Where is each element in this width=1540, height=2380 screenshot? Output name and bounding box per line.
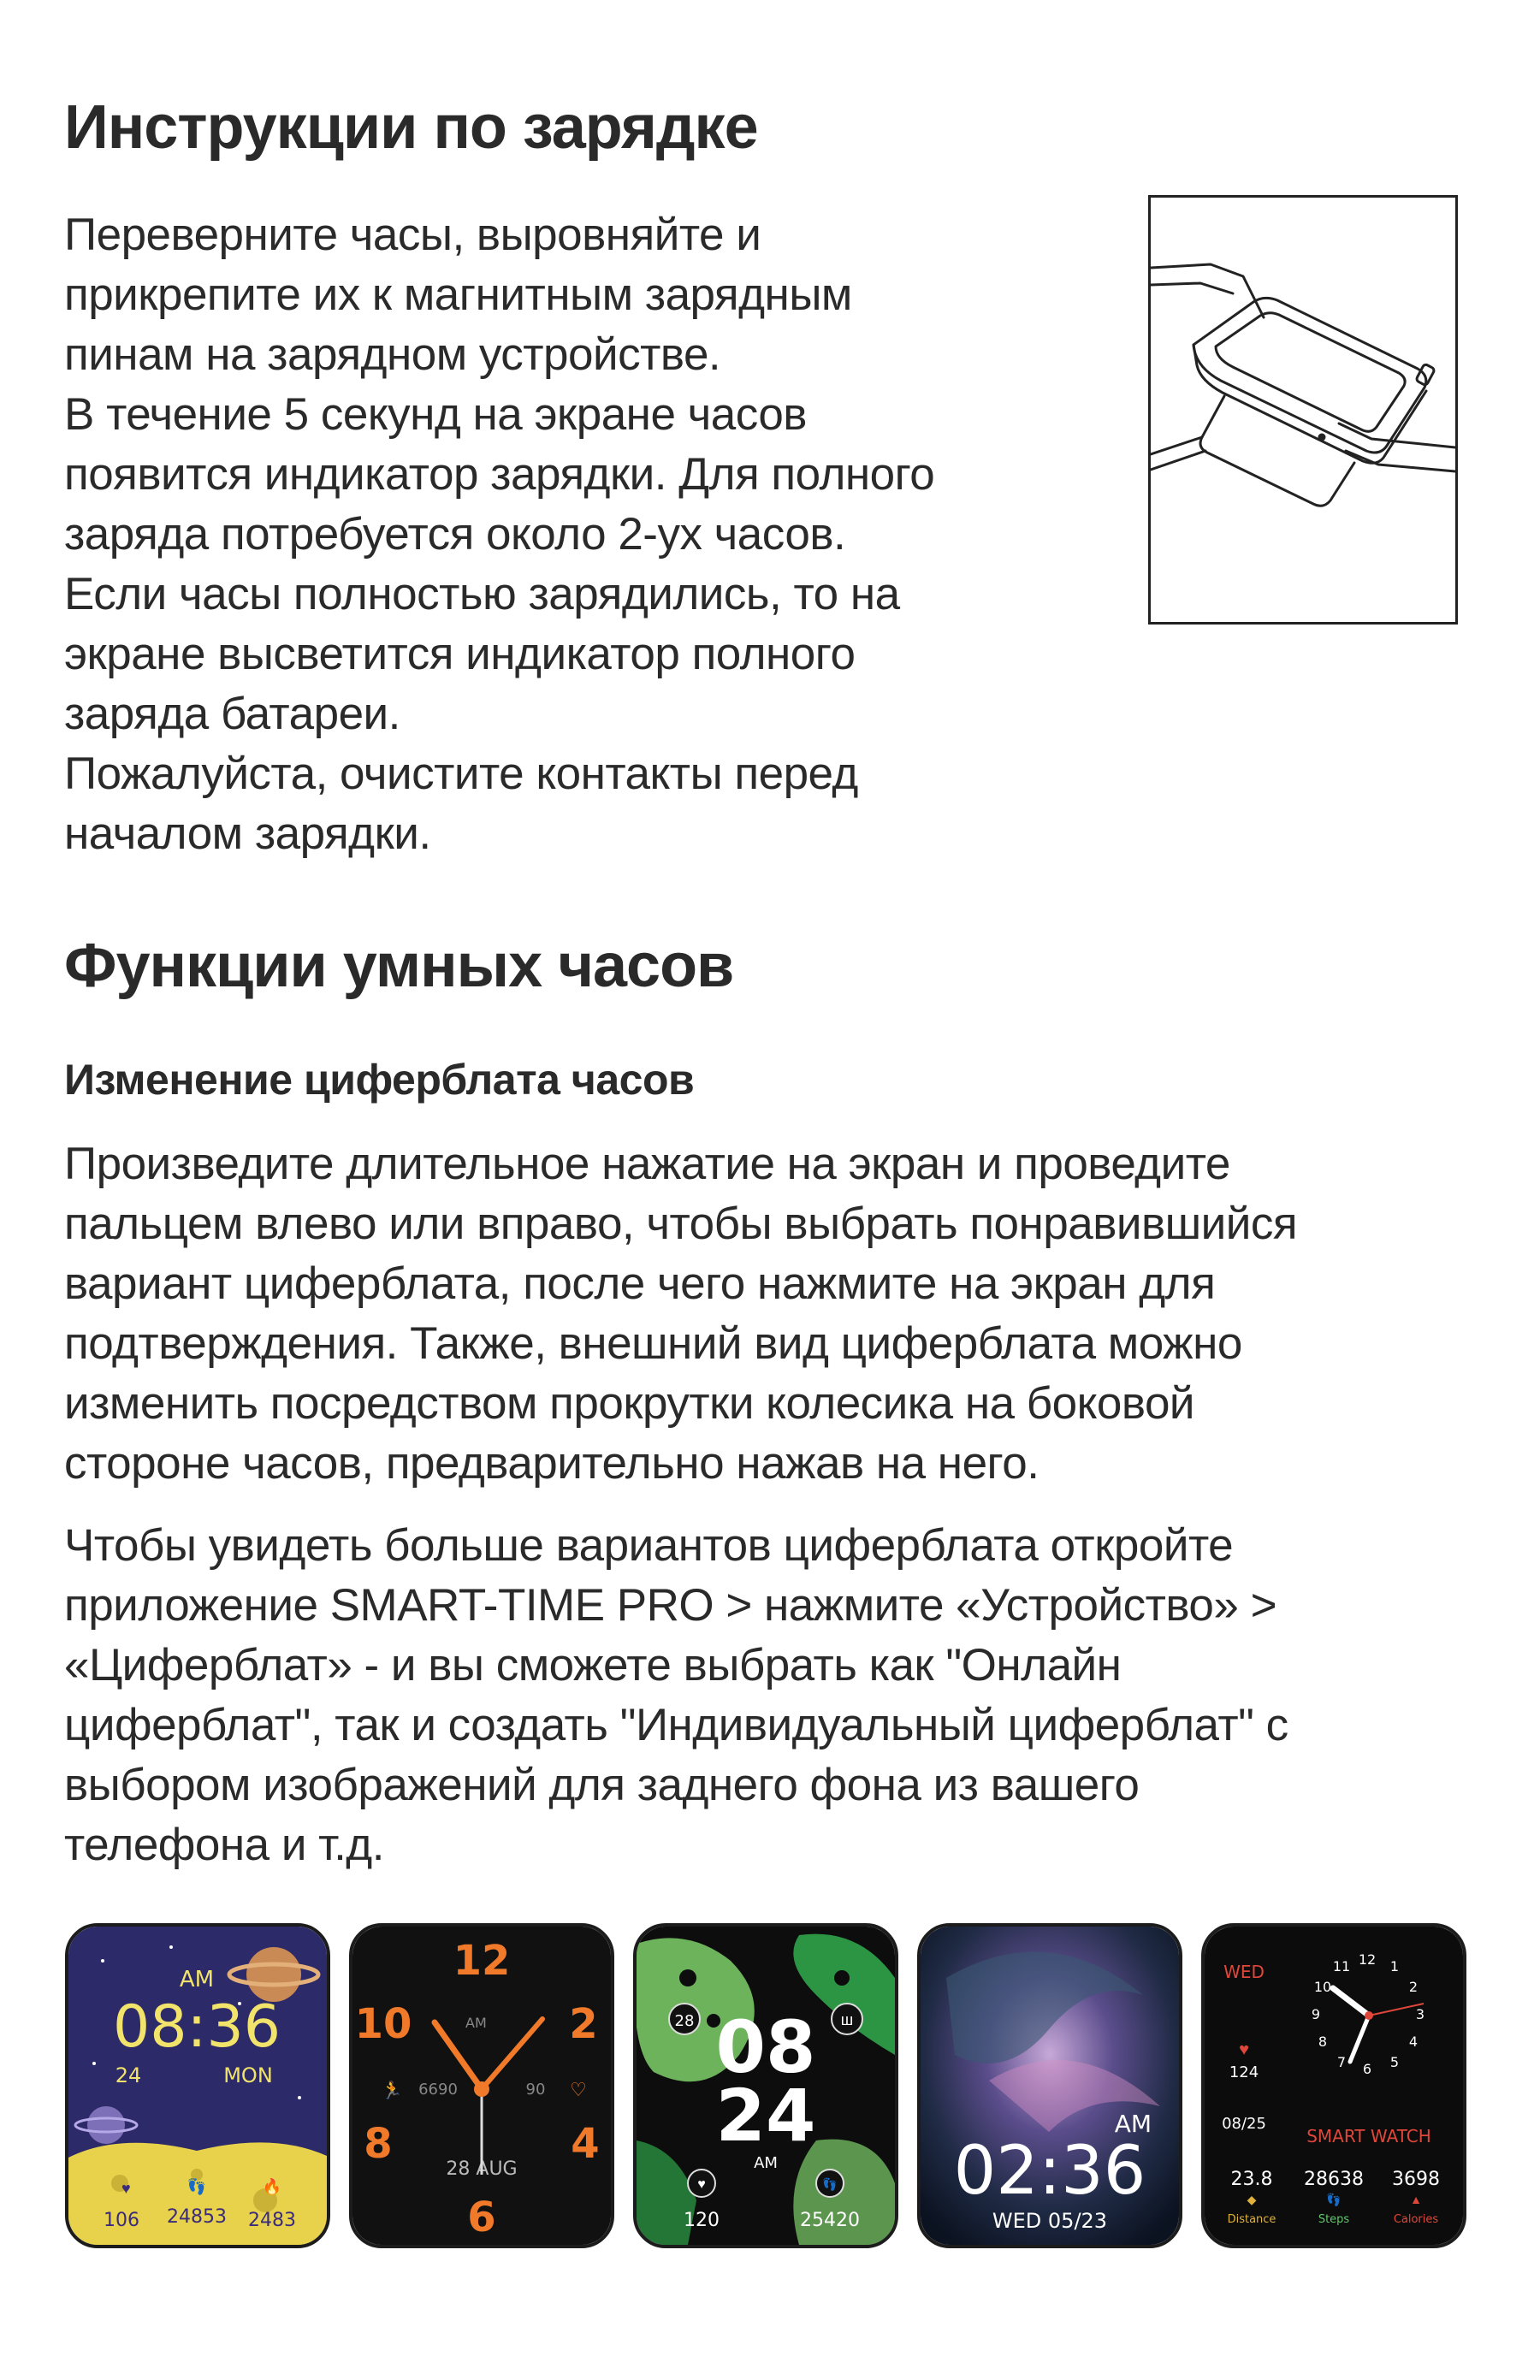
watch-face-analog-orange	[349, 1923, 614, 2248]
text-line: началом зарядки.	[64, 808, 431, 859]
text-line: вариант циферблата, после чего нажмите на экран для	[64, 1258, 1216, 1309]
ampm-label: AM	[465, 2015, 487, 2031]
text-line: пальцем влево или вправо, чтобы выбрать понравившийся	[64, 1199, 1298, 1249]
text-line: телефона и т.д.	[64, 1820, 384, 1870]
steps-icon: 👣	[1326, 2193, 1342, 2206]
text-line: пинам на зарядном устройстве.	[64, 329, 721, 380]
time-display: 08:36	[113, 1993, 281, 2061]
text-line: заряда потребуется около 2-ух часов.	[64, 509, 846, 559]
faces-paragraph-2	[64, 1516, 1288, 1875]
text-line: Переверните часы, выровняйте и	[64, 210, 761, 260]
text-line: появится индикатор зарядки. Для полного	[64, 449, 935, 500]
hour-7-label: 7	[1336, 2054, 1347, 2070]
hour-8-label: 8	[364, 2120, 393, 2168]
watch-faces-row	[65, 1923, 1461, 2252]
hour-12-label: 12	[453, 1937, 511, 1985]
faces-subtitle: Изменение циферблата часов	[64, 1056, 695, 1104]
location-icon: ◆	[1247, 2193, 1257, 2206]
faces-paragraph-1	[64, 1134, 1297, 1494]
day-label: 24	[115, 2063, 142, 2087]
text-line: «Циферблат» - и вы сможете выбрать как "Онлайн	[64, 1640, 1122, 1690]
date-label: WED 05/23	[992, 2209, 1108, 2233]
heart-rate-value: 106	[104, 2210, 139, 2231]
hour-10-label: 10	[1313, 1979, 1332, 1995]
hour-8-label: 8	[1318, 2034, 1328, 2050]
date-label: 28	[674, 2012, 695, 2030]
text-line: выбором изображений для заднего фона из вашего	[64, 1760, 1140, 1810]
text-line: приложение SMART-TIME PRO > нажмите «Устройство» >	[64, 1580, 1277, 1631]
hours-display: 08	[715, 2005, 816, 2089]
hour-2-label: 2	[1408, 1979, 1419, 1995]
steps-value: 28638	[1304, 2169, 1364, 2190]
text-line: В течение 5 секунд на экране часов	[64, 389, 807, 440]
steps-icon: 👣	[187, 2178, 207, 2195]
date-label: 08/25	[1222, 2115, 1266, 2133]
text-line: прикрепите их к магнитным зарядным	[64, 269, 852, 320]
hour-12-label: 12	[1358, 1951, 1377, 1968]
weekday-icon: ш	[840, 2011, 854, 2028]
text-line: стороне часов, предварительно нажав на него.	[64, 1438, 1040, 1489]
ampm-label: AM	[179, 1967, 215, 1992]
ampm-label: AM	[754, 2154, 778, 2172]
distance-label: Distance	[1227, 2213, 1276, 2226]
minutes-display: 24	[715, 2074, 816, 2158]
ampm-label: AM	[1114, 2110, 1152, 2138]
distance-value: 23.8	[1230, 2169, 1273, 2190]
steps-icon: 👣	[822, 2177, 838, 2191]
watch-face-space	[65, 1923, 330, 2248]
weekday-label: MON	[223, 2063, 273, 2087]
steps-value: 6690	[418, 2081, 458, 2099]
calories-value: 3698	[1392, 2169, 1440, 2190]
hour-10-label: 10	[354, 2000, 412, 2048]
charging-title: Инструкции по зарядке	[64, 93, 758, 162]
heart-rate-value: 124	[1229, 2063, 1259, 2081]
date-label: 28 AUG	[446, 2158, 518, 2180]
text-line: экране высветится индикатор полного	[64, 629, 856, 679]
text-line: заряда батареи.	[64, 689, 400, 739]
hour-11-label: 11	[1332, 1958, 1351, 1974]
text-line: Чтобы увидеть больше вариантов циферблата откройте	[64, 1520, 1234, 1571]
steps-value: 24853	[167, 2206, 227, 2228]
hour-3-label: 3	[1415, 2006, 1425, 2022]
watch-charger-drawing	[1151, 198, 1455, 622]
hour-6-label: 6	[1362, 2061, 1372, 2077]
calories-label: Calories	[1393, 2213, 1439, 2226]
hour-5-label: 5	[1389, 2054, 1400, 2070]
time-display: 02:36	[953, 2133, 1146, 2210]
flame-icon: ▲	[1410, 2193, 1422, 2206]
heart-rate-value: 90	[525, 2081, 546, 2099]
charging-illustration	[1148, 195, 1458, 625]
run-icon: 🏃	[381, 2081, 403, 2100]
text-line: Если часы полностью зарядились, то на	[64, 569, 900, 619]
weekday-label: WED	[1223, 1962, 1265, 1982]
hour-4-label: 4	[571, 2120, 600, 2168]
flame-icon: 🔥	[262, 2178, 282, 2195]
heart-icon: ♥	[1239, 2040, 1249, 2059]
heart-icon: ♥	[697, 2177, 706, 2192]
text-line: изменить посредством прокрутки колесика на боковой	[64, 1378, 1195, 1429]
brand-label: SMART WATCH	[1306, 2126, 1431, 2146]
text-line: Пожалуйста, очистите контакты перед	[64, 749, 858, 799]
watch-face-camo-digital	[633, 1923, 898, 2248]
text-line: циферблат", так и создать "Индивидуальный циферблат" с	[64, 1700, 1288, 1750]
steps-value: 25420	[800, 2210, 860, 2231]
text-line: Произведите длительное нажатие на экран и проведите	[64, 1139, 1230, 1189]
charging-text	[64, 205, 934, 864]
hour-6-label: 6	[467, 2194, 496, 2241]
hour-4-label: 4	[1408, 2034, 1419, 2050]
heart-icon: ♥	[121, 2180, 131, 2197]
hour-2-label: 2	[569, 2000, 598, 2048]
functions-title: Функции умных часов	[64, 932, 734, 1000]
heart-rate-value: 120	[684, 2210, 720, 2231]
calories-value: 2483	[248, 2210, 296, 2231]
watch-face-galaxy	[917, 1923, 1182, 2248]
watch-face-smart-analog	[1201, 1923, 1466, 2248]
steps-label: Steps	[1318, 2213, 1350, 2226]
hour-1-label: 1	[1389, 1958, 1400, 1974]
heart-icon: ♡	[570, 2079, 587, 2100]
text-line: подтверждения. Также, внешний вид циферблата можно	[64, 1318, 1242, 1369]
hour-9-label: 9	[1311, 2006, 1321, 2022]
